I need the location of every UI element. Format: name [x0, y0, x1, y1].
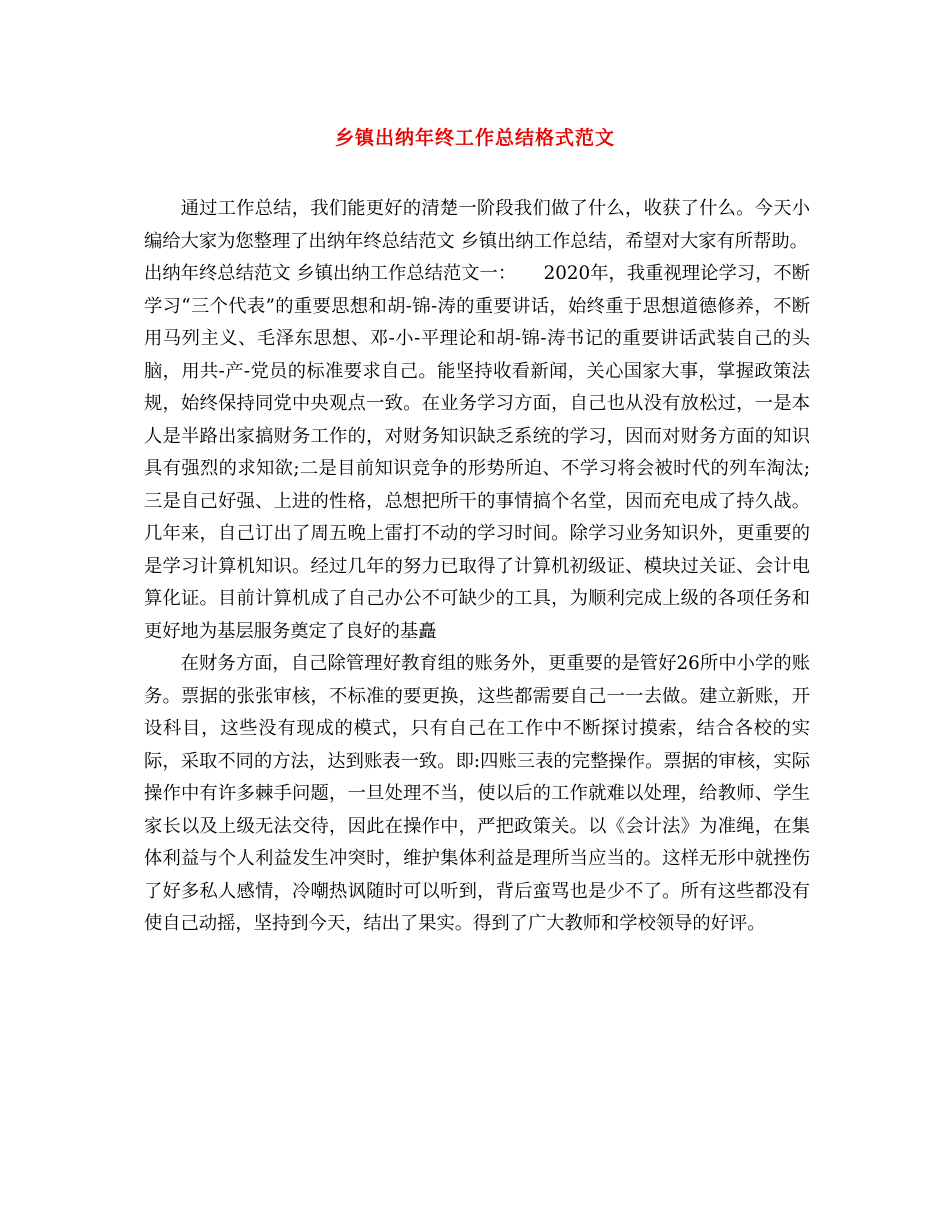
paragraph-study: 出纳年终总结范文 乡镇出纳工作总结范文一： 2020年，我重视理论学习，不断学习“三个代表”的重要思想和胡-锦-涛的重要讲话，始终重于思想道德修养，不断用马列主义、毛泽东思想、邓-小-平理论和胡-锦-涛书记的重要讲话武装自己的头脑，用共-产-党员的标准要求自己。能坚持收看新闻，关心国家大事，掌握政策法规，始终保持同党中央观点一致。在业务学习方面，自己也从没有放松过，一是本人是半路出家搞财务工作的，对财务知识缺乏系统的学习，因而对财务方面的知识具有强烈的求知欲;二是目前知识竞争的形势所迫、不学习将会被时代的列车淘汰;三是自己好强、上进的性格，总想把所干的事情搞个名堂，因而充电成了持久战。几年来，自己订出了周五晚上雷打不动的学习时间。除学习业务知识外，更重要的是学习计算机知识。经过几年的努力已取得了计算机初级证、模块过关证、会计电算化证。目前计算机成了自己办公不可缺少的工具，为顺利完成上级的各项任务和更好地为基层服务奠定了良好的基矗: [144, 263, 810, 642]
paragraph-intro: 通过工作总结，我们能更好的清楚一阶段我们做了什么，收获了什么。今天小编给大家为您整理了出纳年终总结范文 乡镇出纳工作总结，希望对大家有所帮助。: [144, 198, 810, 252]
paragraph-finance: 在财务方面，自己除管理好教育组的账务外，更重要的是管好26所中小学的账务。票据的张张审核，不标准的要更换，这些都需要自己一一去做。建立新账，开设科目，这些没有现成的模式，只有自己在工作中不断探讨摸索，结合各校的实际，采取不同的方法，达到账表一致。即:四账三表的完整操作。票据的审核，实际操作中有许多棘手问题，一旦处理不当，使以后的工作就难以处理，给教师、学生家长以及上级无法交待，因此在操作中，严把政策关。以《会计法》为准绳，在集体利益与个人利益发生冲突时，维护集体利益是理所当应当的。这样无形中就挫伤了好多私人感情，冷嘲热讽随时可以听到，背后蛮骂也是少不了。所有这些都没有使自己动摇，坚持到今天，结出了果实。得到了广大教师和学校领导的好评。: [144, 653, 810, 934]
document-body: [144, 193, 810, 941]
document-title: 乡镇出纳年终工作总结格式范文: [334, 127, 615, 149]
